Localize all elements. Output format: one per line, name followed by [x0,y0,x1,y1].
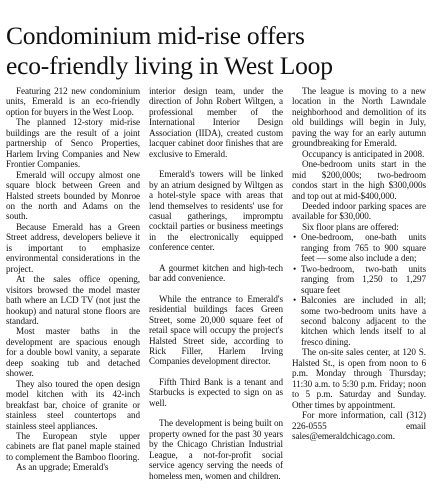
list-item [292,232,426,263]
bullet-icon: • [293,295,297,306]
paragraph: At the sales office opening, visitors browsed the model master bath where an LCD TV (not just the hookup) and natural stone floors are standard. [6,274,140,326]
list-item-text: One-bedroom, one-bath units ranging from 765 to 900 square feet — some also include a den; [301,232,426,264]
paragraph: For more information, call (312) 226-0555 email sales@emeraldchicago.com. [292,410,426,441]
paragraph: As an upgrade; Emerald's [16,462,109,473]
bullet-icon: • [293,263,297,274]
article-headline [6,21,430,81]
headline-line-1: Condominium mid-rise offers [6,21,305,51]
list-item-text: Two-bedroom, two-bath units ranging from 1,250 to 1,297 square feet [301,263,426,295]
paragraph: The planned 12-story mid-rise buildings are the result of a joint partnership of Senco Properties, Harlem Irving Companies and New Frontier Companies. [6,117,140,170]
paragraph: The league is moving to a new location in the North Lawndale neighborhood and demolition of its old buildings will begin in July, paving the way for an early autumn groundbreaking for Emerald. [292,86,426,149]
paragraph: Deeded indoor parking spaces are available for $30,000. [292,200,426,222]
paragraph: Emerald's towers will be linked by an atrium designed by Wiltgen as a hotel-style space with areas that lend themselves to residents' use for casual gatherings, impromptu cocktail parties or business meetings in the electronically equipped conference center. [149,169,283,253]
paragraph: The on-site sales center, at 120 S. Halsted St., is open from noon to 6 p.m. Monday through Thursday; 11:30 a.m. to 5:30 p.m. Friday; noon to 5 p.m. Saturday and Sunday. Other times by appointment. [292,347,426,410]
article-body [6,86,426,500]
headline-line-2: eco-friendly living in West Loop [6,51,333,81]
list-item-text: Balconies are included in all; some two-bedroom units have a second balcony adjacent to the kitchen which lends itself to al fresco dining. [301,295,426,347]
paragraph: Featuring 212 new condominium units, Emerald is an eco-friendly option for buyers in the West Loop. [6,86,140,117]
paragraph: Six floor plans are offered: [302,221,399,232]
paragraph: Because Emerald has a Green Street address, developers believe it is important to emphasize environmental considerations in the project. [6,221,140,274]
paragraph: The development is being built on property owned for the past 30 years by the Chicago Christian Industrial League, a not-for-profit social service agency serving the needs of homeless men, women and children. [149,418,283,481]
list-item [292,264,426,295]
paragraph: The European style upper cabinets are flat panel maple stained to complement the Bamboo flooring. [6,430,140,462]
paragraph: They also toured the open design model kitchen with its 42-inch breakfast bar, choice of granite or stainless steel countertops and stainless steel appliances. [6,378,140,431]
paragraph: Most master baths in the development are spacious enough for a double bowl vanity, a separate deep soaking tub and detached shower. [6,326,140,379]
bullet-icon: • [293,232,297,243]
paragraph: One-bedroom units start in the mid $200,000s; two-bedroom condos start in the high $300,000s and top out at mid-$400,000. [292,159,426,201]
paragraph: A gourmet kitchen and high-tech bar add convenience. [149,262,283,284]
list-item [292,295,426,347]
paragraph: Emerald will occupy almost one square block between Green and Halsted streets bounded by Monroe on the north and Adams on the south. [6,169,140,222]
paragraph: While the entrance to Emerald's residential buildings faces Green Street, some 20,000 square feet of retail space will occupy the project's Halsted Street side, according to Rick Filler, Harlem Irving Companies development director. [149,293,283,367]
paragraph: Fifth Third Bank is a tenant and Starbucks is expected to sign on as well. [149,376,283,408]
column-1 [6,86,140,500]
column-3 [292,86,426,500]
paragraph: interior design team, under the direction of John Robert Wiltgen, a professional member of the International Interior Design Association (IIDA), created custom lacquer cabinet door finishes that are exclusive to Emerald. [149,86,283,159]
paragraph: Occupancy is anticipated in 2008. [302,148,425,159]
column-2 [149,86,283,500]
